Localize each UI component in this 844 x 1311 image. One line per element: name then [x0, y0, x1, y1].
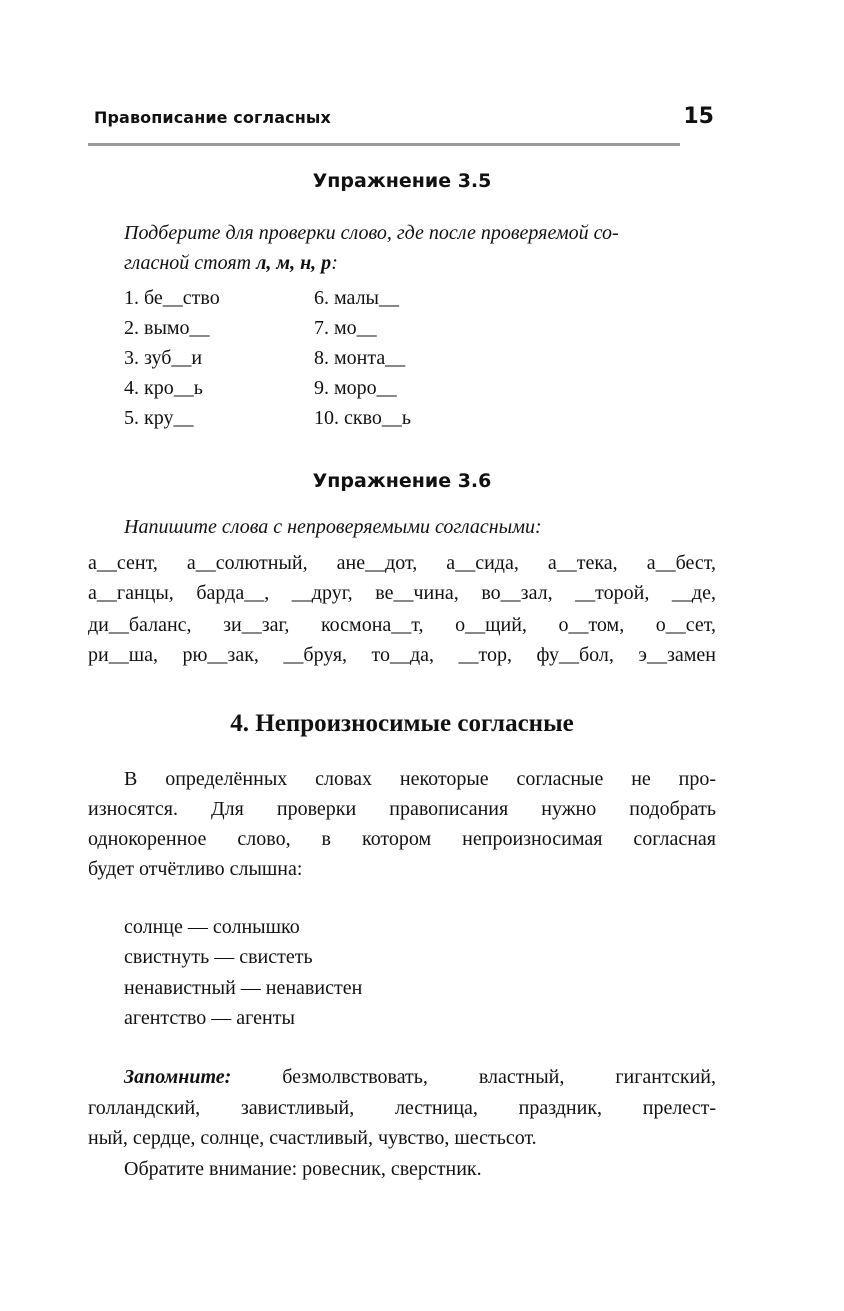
list-item: 9. моро__ [314, 377, 397, 399]
list-item: 8. монта__ [314, 347, 406, 369]
list-item: 7. мо__ [314, 317, 377, 339]
exercise-3-6-line: ри__ша, рю__зак, __бруя, то__да, __тор, фу__бол, э__замен [88, 644, 716, 666]
running-head-section: Правописание согласных [94, 108, 331, 127]
exercise-3-6-line: ди__баланс, зи__заг, космона__т, о__щий, о__том, о__сет, [88, 614, 716, 636]
exercise-3-5-word-list [124, 283, 604, 433]
list-item: 4. кро__ь [124, 377, 203, 399]
list-row [124, 403, 604, 433]
example-pair: ненавистный — ненавистен [124, 977, 363, 999]
exercise-3-5-instruction-line-2 [124, 248, 716, 278]
remember-label: Запомните: [124, 1066, 232, 1088]
exercise-3-6-line: а__сент, а__солютный, ане__дот, а__сида, а__тека, а__бест, [88, 552, 716, 574]
list-item: 10. скво__ь [314, 407, 412, 429]
instruction-letters: л, м, н, р [256, 252, 332, 274]
exercise-3-6-line: а__ганцы, барда__, __друг, ве__чина, во__зал, __торой, __де, [88, 582, 716, 604]
example-pair: свистнуть — свистеть [124, 946, 313, 968]
instruction-text: гласной стоят [124, 252, 257, 274]
instruction-colon: : [331, 252, 338, 274]
exercise-3-6-title: Упражнение 3.6 [312, 470, 492, 492]
example-pair: солнце — солнышко [124, 916, 300, 938]
paragraph-line: В определённых словах некоторые согласные не про- [124, 768, 716, 790]
list-row [124, 373, 604, 403]
list-item: 5. кру__ [124, 407, 194, 429]
list-item: 2. вымо__ [124, 317, 210, 339]
remember-line: голландский, завистливый, лестница, праздник, прелест- [88, 1097, 716, 1119]
exercise-3-5-title: Упражнение 3.5 [312, 170, 492, 192]
attention-note: Обратите внимание: ровесник, сверстник. [124, 1158, 482, 1180]
list-item: 3. зуб__и [124, 347, 203, 369]
paragraph-line: однокоренное слово, в котором непроизносимая согласная [88, 828, 716, 850]
remember-line [124, 1062, 716, 1092]
list-row [124, 283, 604, 313]
section-4-heading: 4. Непроизносимые согласные [230, 710, 574, 737]
exercise-3-6-instruction: Напишите слова с непроверяемыми согласными: [124, 516, 542, 538]
remember-line: ный, сердце, солнце, счастливый, чувство, шестьсот. [88, 1127, 537, 1149]
page-number: 15 [683, 104, 714, 129]
list-row [124, 313, 604, 343]
remember-words: безмолвствовать, властный, гигантский, [231, 1066, 716, 1088]
exercise-3-5-instruction-line-1: Подберите для проверки слово, где после проверяемой со- [124, 222, 619, 244]
paragraph-line: будет отчётливо слышна: [88, 858, 303, 880]
example-pair: агентство — агенты [124, 1007, 295, 1029]
running-head [94, 104, 714, 136]
paragraph-line: износятся. Для проверки правописания нужно подобрать [88, 798, 716, 820]
list-row [124, 343, 604, 373]
list-item: 1. бе__ство [124, 287, 220, 309]
list-item: 6. малы__ [314, 287, 399, 309]
header-divider [88, 143, 680, 146]
